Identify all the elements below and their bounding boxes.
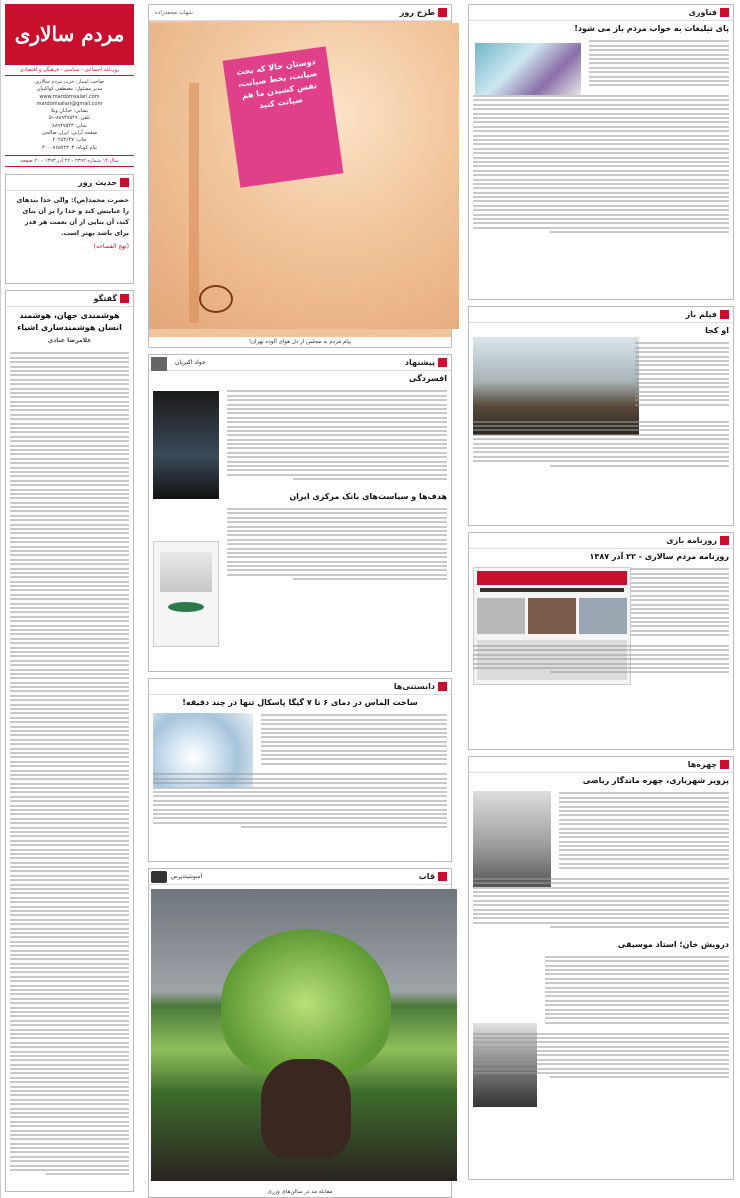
film-section xyxy=(468,306,734,526)
history-section xyxy=(468,532,734,750)
cartoon-poster-text: دوستان حالا که بحث صیانت، بخط صیانت، نفس کشیدن ما هم صیانت کنید xyxy=(235,56,318,111)
hadith-tag-label: حدیث روز xyxy=(78,178,117,187)
cartoon-poster xyxy=(223,46,344,187)
middle-column xyxy=(144,0,456,1198)
faces-portrait-1 xyxy=(473,791,551,887)
suggestion-section xyxy=(148,354,452,672)
frame-face xyxy=(261,1059,351,1159)
section-marker-icon xyxy=(120,178,129,187)
left-column xyxy=(0,0,138,1198)
masthead-info-line: چاپ: ۲۰۲۵۴۶۴۷ xyxy=(52,137,87,144)
faces-section xyxy=(468,756,734,1180)
masthead-info-line: تلفن: ۸۸۹۴۷۵۴۹-۵۱ xyxy=(48,115,91,122)
suggestion-author-photo xyxy=(151,357,167,371)
tech-tag-label: فناوری xyxy=(688,8,717,17)
section-marker-icon xyxy=(438,358,447,367)
dialogue-tag xyxy=(90,292,133,306)
book1-cover xyxy=(153,391,219,499)
film-tag-label: فیلم باز xyxy=(685,310,717,319)
section-marker-icon xyxy=(720,760,729,769)
section-marker-icon xyxy=(720,536,729,545)
cartoon-author: شهاب محمدزاده xyxy=(155,9,193,16)
hadith-tag xyxy=(74,176,133,190)
masthead-info-line: mardomsalari@gmail.com xyxy=(36,100,103,107)
science-section xyxy=(148,678,452,862)
masthead xyxy=(5,4,134,168)
science-diamond-image xyxy=(153,713,253,787)
science-tag xyxy=(390,680,451,694)
masthead-info-line: www.mardomsalari.com xyxy=(39,93,100,100)
cartoon-caption: پیام مردم به مجلس از دل هوای آلوده تهران! xyxy=(149,337,451,347)
section-marker-icon xyxy=(438,8,447,17)
masthead-info-line: صفحه آرایی: ایران صالحی xyxy=(41,130,98,137)
history-tag xyxy=(662,534,733,548)
suggestion-tag xyxy=(401,356,451,370)
science-tag-label: دانستنی‌ها xyxy=(393,682,435,691)
section-marker-icon xyxy=(120,294,129,303)
masthead-info-line: نمابر: ۸۸۹۴۷۵۴۳ xyxy=(52,122,87,129)
section-marker-icon xyxy=(438,682,447,691)
frame-credit: آسوشیتدپرس xyxy=(171,873,203,880)
science-title: ساخت الماس در دمای ۶ تا ۷ گیگا پاسکال تنها در چند دقیقه! xyxy=(182,698,418,707)
masthead-info xyxy=(5,76,134,155)
section-marker-icon xyxy=(438,872,447,881)
tech-title: پای تبلیغات به خواب مردم باز می شود! xyxy=(574,24,729,33)
faces-title-1: پرویز شهریاری، چهره ماندگار ریاضی xyxy=(582,776,729,785)
camera-icon xyxy=(151,871,167,883)
hadith-section xyxy=(5,174,134,284)
frame-photo xyxy=(151,889,457,1181)
film-title: او کجا xyxy=(705,326,729,335)
suggestion-tag-label: پیشنهاد xyxy=(404,358,435,367)
right-column xyxy=(462,0,740,1198)
frame-tag-label: قاب xyxy=(418,872,435,881)
frame-caption: مقابله مد در سالن‌های وزری xyxy=(267,1189,333,1195)
dialogue-tag-label: گفتگو xyxy=(93,294,117,303)
section-marker-icon xyxy=(720,8,729,17)
frame-section xyxy=(148,868,452,1198)
dialogue-author: غلامرضا عبادی xyxy=(47,337,92,344)
book1-title: افسردگی xyxy=(409,374,447,383)
cartoon-section xyxy=(148,4,452,348)
suggestion-author: جواد اکبریان xyxy=(175,359,206,366)
film-tag xyxy=(682,308,733,322)
cartoon-tower xyxy=(189,83,199,323)
cartoon-illustration xyxy=(149,23,459,329)
masthead-info-line: پیام کوتاه: ۳۰۰۰۷۶۵۷۲۳۰۳ xyxy=(41,144,98,151)
tech-tag xyxy=(685,6,733,20)
dialogue-section xyxy=(5,290,134,1192)
book2-cover xyxy=(153,541,219,647)
book2-title: هدف‌ها و سیاست‌های بانک مرکزی ایران xyxy=(289,491,447,501)
history-title: روزنامه مردم سالاری - ۲۲ آذر ۱۳۸۷ xyxy=(589,552,729,561)
faces-tag xyxy=(684,758,733,772)
faces-tag-label: چهره‌ها xyxy=(687,760,717,769)
tech-section xyxy=(468,4,734,300)
history-tag-label: روزنامه بازی xyxy=(666,536,717,545)
hadith-body: حضرت محمد(ص): والی خدا بندهای را عنایتش کند و خدا را بر آن بنای کند، آن بنایی از آن نعمت هر قدر برای باشد بهتر است. xyxy=(16,196,129,237)
masthead-info-line: صاحب امتیاز: حزب مردم سالاری xyxy=(34,79,105,85)
masthead-tagline: روزنامه اجتماعی - سیاسی - فرهنگی و اقتصادی xyxy=(5,64,134,76)
masthead-dateline: سال ۱۴ شماره ۲۳۹۲ - ۲۲ آذر ۱۳۹۳ - ۲۰ صفحه xyxy=(5,155,134,167)
frame-tag xyxy=(415,870,451,884)
faces-title-2: درویش خان؛ استاد موسیقی xyxy=(617,939,729,949)
masthead-logo: مردم سالاری xyxy=(5,4,134,64)
frame-leaf xyxy=(221,929,391,1079)
cartoon-tag-label: طرح روز xyxy=(399,8,435,17)
hadith-source: (نهج الفصاحه) xyxy=(93,243,129,250)
tech-image xyxy=(475,43,581,95)
dialogue-title: هوشمندی جهان، هوشمند انسان هوشمندسازی اشیاء xyxy=(17,311,122,332)
masthead-info-line: مدیر مسئول: مصطفی کواکبیان xyxy=(36,86,103,93)
section-marker-icon xyxy=(720,310,729,319)
masthead-info-line: نشانی: خیابان ویلا xyxy=(50,108,89,115)
cartoon-tag xyxy=(396,6,451,20)
cartoon-signature xyxy=(199,285,233,313)
